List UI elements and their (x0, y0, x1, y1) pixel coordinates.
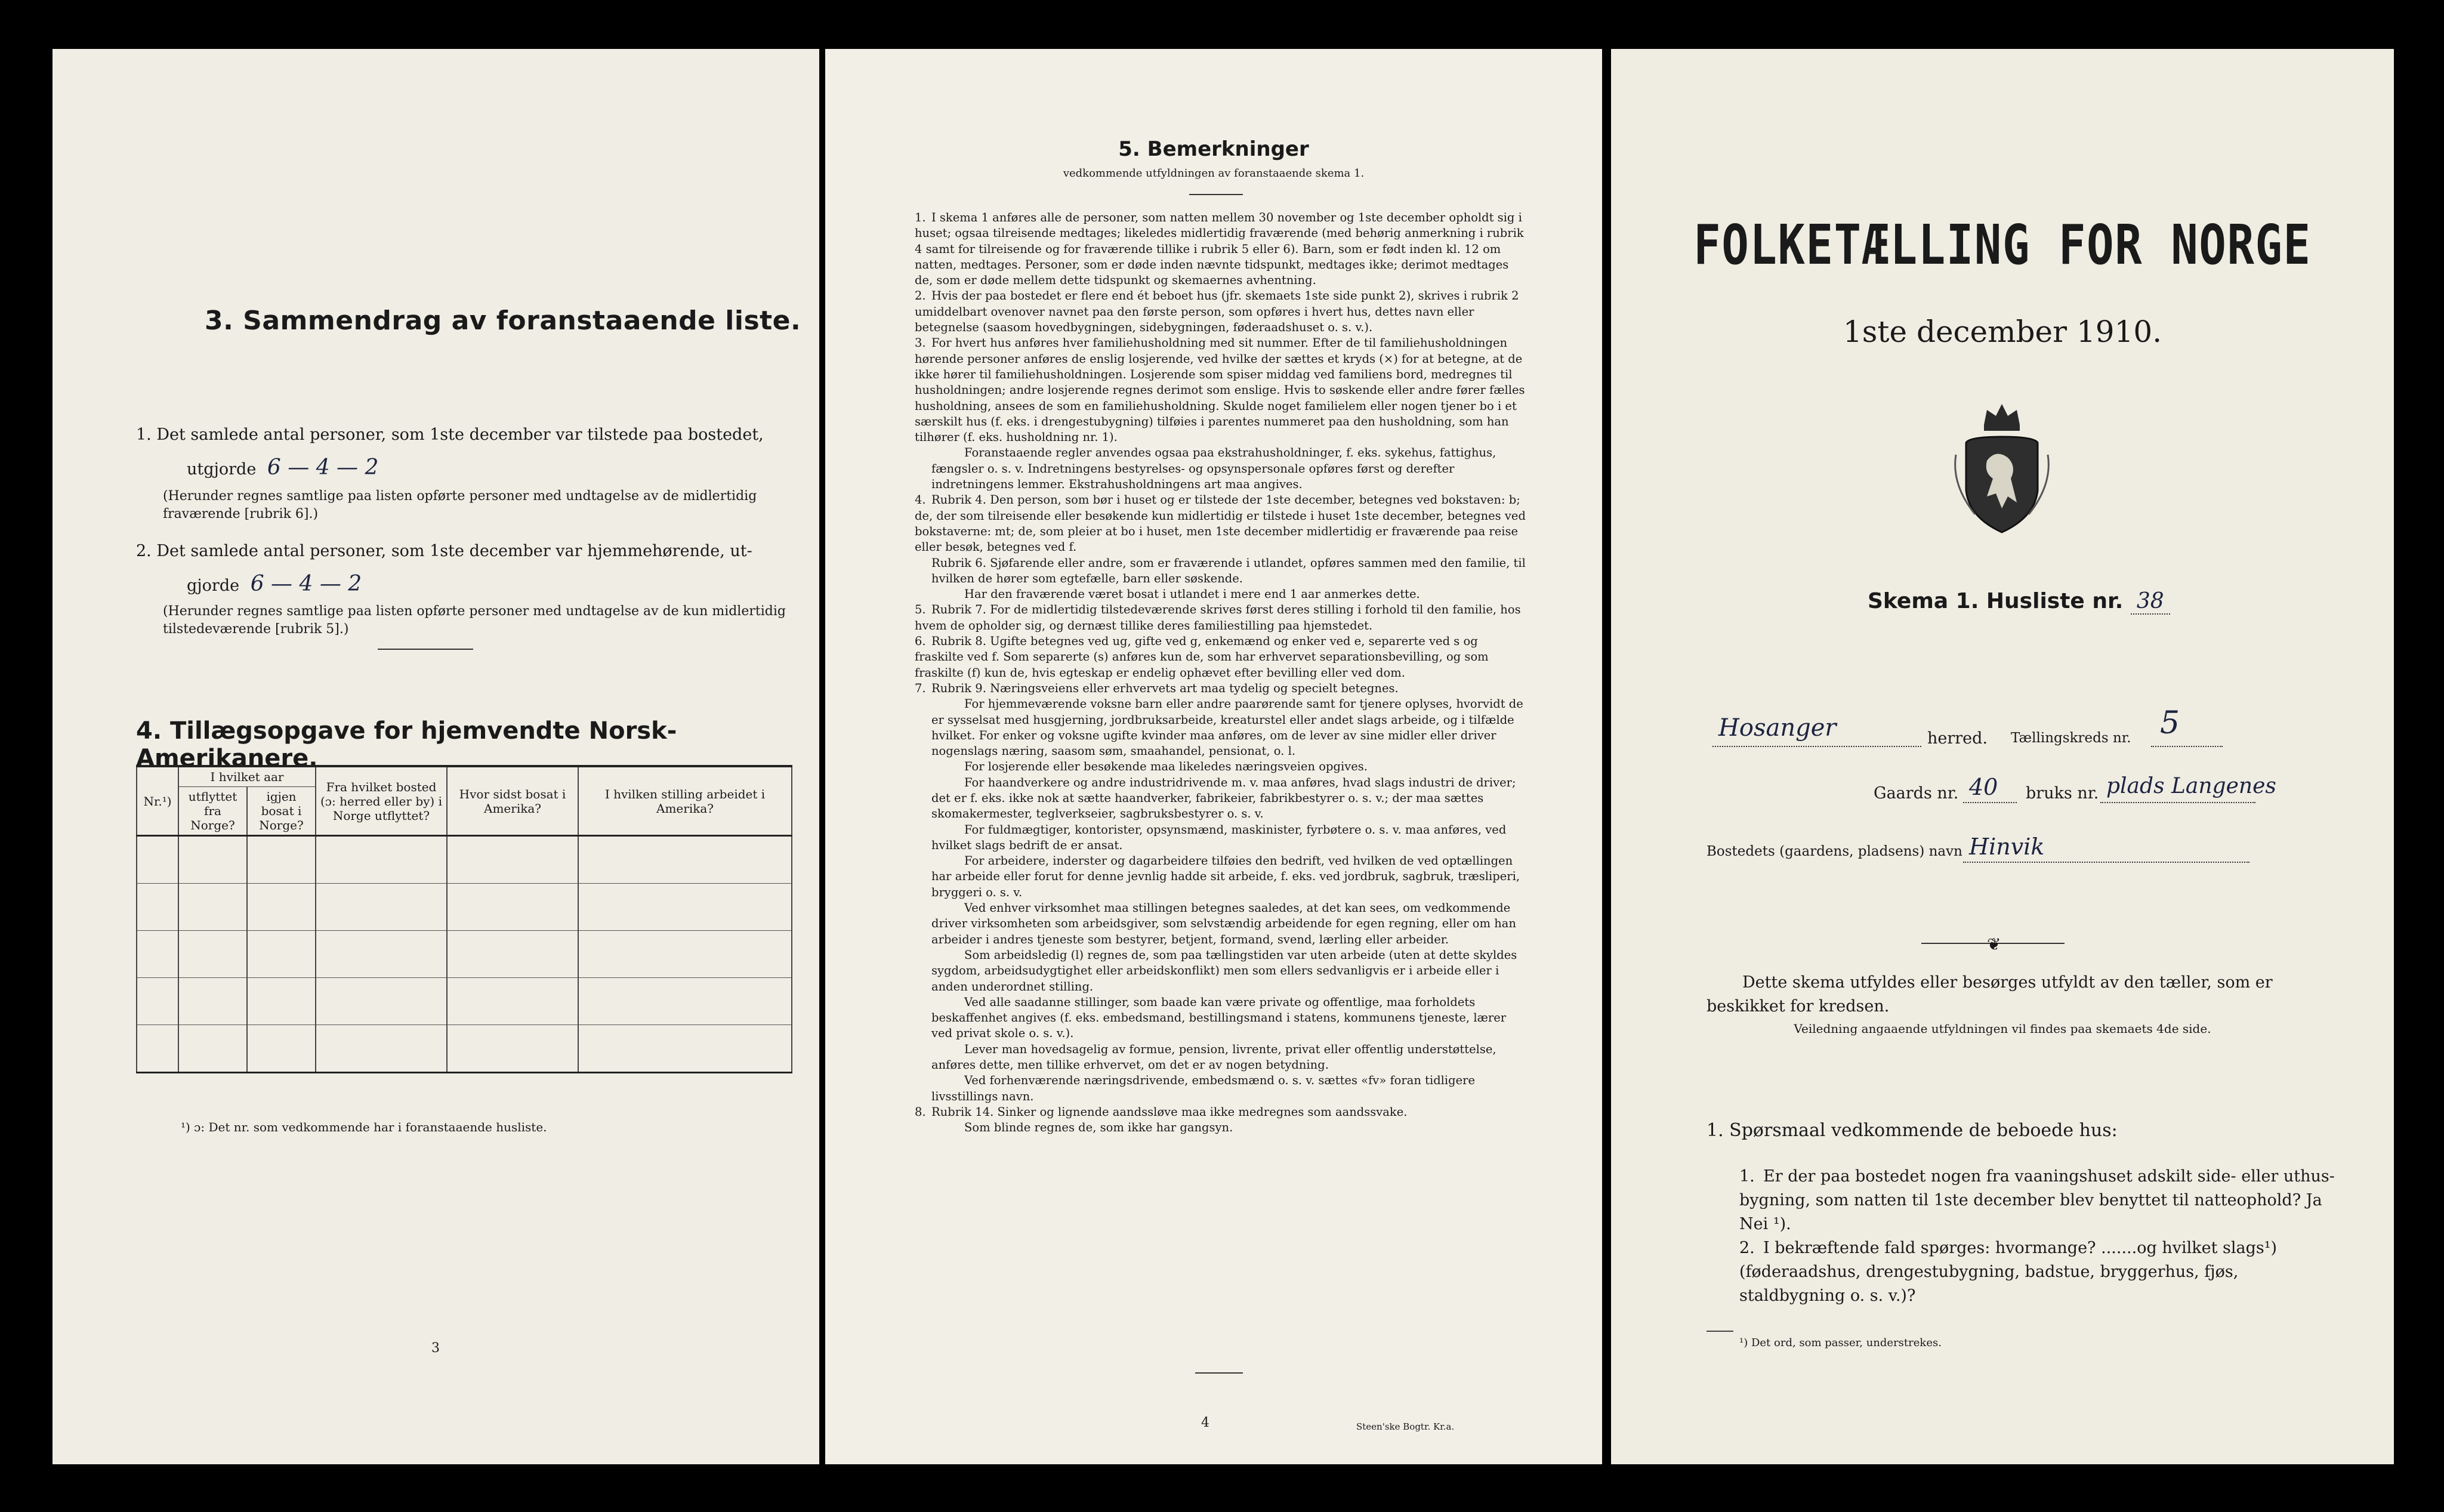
remark-4: Rubrik 4. Den person, som bør i huset og er tilstede der 1ste december, betegnes ved bokstaven: b; de, der som tilreisende eller besøkende kun midlertidig er tilstede i huset 1ste december, betegnes ved bokstaverne: mt; de, som pleier at bo i huset, men 1ste december midlertidig er fraværende paa reise eller besøk, betegnes ved f. (915, 493, 1526, 554)
section3-title: 3. Sammendrag av foranstaaende liste. (205, 306, 801, 336)
item2-text: 2. Det samlede antal personer, som 1ste december var hjemmehørende, ut- (136, 542, 752, 560)
remark-7h: Som arbeidsledig (l) regnes de, som paa tællingstiden var uten arbeide (uten at dette skyldes sygdom, arbeidsudygtighet eller arbeidskonflikt) men som ellers sedvanligvis er i arbeide eller i anden underordnet stilling. (931, 948, 1517, 993)
footnote-rule (1707, 1331, 1733, 1332)
printer-imprint: Steen'ske Bogtr. Kr.a. (1356, 1421, 1455, 1432)
census-date: 1ste december 1910. (1843, 314, 2162, 349)
remark-4c: Har den fraværende været bosat i utlandet i mere end 1 aar anmerkes dette. (964, 587, 1420, 601)
item1-utgjorde: utgjorde (187, 460, 257, 479)
remark-7j: Lever man hovedsagelig av formue, pension, livrente, privat eller offentlig understøttelse, anføres dette, men tillike erhvervet, om det er av nogen betydning. (931, 1042, 1496, 1072)
section4-title: 4. Tillægsopgave for hjemvendte Norsk-Amerikanere. (136, 717, 677, 772)
remark-6: Rubrik 8. Ugifte betegnes ved ug, gifte ved g, enkemænd og enker ved e, separerte ved s og fraskilte ved f. Som separerte (s) anføres kun de, som har erhvervet separationsbevilling, og som fraskilte (f) kun de, hvis egteskap er endelig ophævet efter bevilling eller ved dom. (915, 634, 1489, 680)
table-row[interactable] (137, 978, 792, 1025)
remark-4b: Rubrik 6. Sjøfarende eller andre, som er fraværende i utlandet, opføres sammen med den familie, til hvilken de hører som egtefælle, barn eller søskende. (931, 556, 1526, 585)
remark-3: For hvert hus anføres hver familiehusholdning med sit nummer. Efter de til familiehusholdningen hørende personer anføres de enslig losjerende, ved hvilke der sættes et kryds (×) for at betegne, at de ikke hører til familiehusholdningen. Losjerende som spiser middag ved familiens bord, medregnes til husholdningen; andre losjerende regnes derimot som enslige. Hvis to søskende eller andre fører fælles husholdning, ansees de som en familiehusholdning. Skulde noget familielem eller nogen tjener bo i et særskilt hus (f. eks. i drengestubygning) tilføies i parentes nummeret paa den husholdning, som han tilhører (f. eks. husholdning nr. 1). (915, 336, 1525, 445)
remark-1: I skema 1 anføres alle de personer, som natten mellem 30 november og 1ste december opholdt sig i huset; ogsaa tilreisende medtages; likeledes midlertidig fraværende (med behørig anmerkning i rubrik 4 samt for tilreisende og for fraværende tillike i rubrik 5 eller 6). Barn, som er født inden kl. 12 om natten, medtages. Personer, som er døde inden nævnte tidspunkt, medtages ikke; derimot medtages de, som er døde mellem dette tidspunkt og skemaernes avhentning. (915, 211, 1524, 288)
remark-7: Rubrik 9. Næringsveiens eller erhvervets art maa tydelig og specielt betegnes. (931, 681, 1399, 695)
question-header: 1. Spørsmaal vedkommende de beboede hus: (1707, 1120, 2118, 1141)
item2-note: (Herunder regnes samtlige paa listen opførte personer med undtagelse av de kun midlertidig tilstedeværende [rubrik 5].) (163, 604, 786, 637)
item1-line (187, 455, 819, 483)
herred-label: herred. (1927, 729, 1988, 748)
footnote: ¹) ɔ: Det nr. som vedkommende har i foranstaaende husliste. (181, 1120, 547, 1134)
remark-7i: Ved alle saadanne stillinger, som baade kan være private og offentlige, maa forholdets beskaffenhet angives (f. eks. embedsmand, bestillingsmand i statens, kommunens tjeneste, lærer ved privat skole o. s. v.). (931, 995, 1507, 1041)
item1-text: 1. Det samlede antal personer, som 1ste december var tilstede paa bostedet, (136, 425, 764, 444)
census-title: FOLKETÆLLING FOR NORGE (1693, 213, 2312, 277)
question-1: 1. Er der paa bostedet nogen fra vaaningshuset adskilt side- eller uthus-bygning, som natten til 1ste december blev benyttet til natteophold? Ja Nei ¹). (1739, 1167, 2335, 1233)
divider (378, 649, 473, 650)
col-stilling: I hvilken stilling arbeidet i Amerika? (578, 766, 792, 836)
col-hvor: Hvor sidst bosat i Amerika? (447, 766, 578, 836)
remarks-body: 1. I skema 1 anføres alle de personer, som natten mellem 30 november og 1ste december opholdt sig i huset; ogsaa tilreisende medtages; likeledes midlertidig fraværende (med behørig anmerkning i rubrik 4 samt for tilreisende og for fraværende tillike i rubrik 5 eller 6). Barn, som er født inden kl. 12 om natten, medtages. Personer, som er døde inden nævnte tidspunkt, medtages ikke; derimot medtages de, som er døde mellem dette tidspunkt og skemaernes avhentning. 2. Hvis der paa bostedet er flere end ét beboet hus (jfr. skemaets 1ste side punkt 2), skrives i rubrik 2 umiddelbart ovenover navnet paa den første person, som opføres i hvert hus, dettes navn eller betegnelse (saasom hovedbygningen, sidebygningen, føderaadshuset o. s. v.). 3. For hvert hus anføres hver familiehusholdning med sit nummer. Efter de til familiehusholdningen hørende personer anføres de enslig losjerende, ved hvilke der sættes et kryds (×) for at betegne, at de ikke hører til familiehusholdningen. Losjerende som spiser middag ved familiens bord, medregnes til husholdningen; andre losjerende regnes derimot som enslige. Hvis to søskende eller andre fører fælles husholdning, ansees de som en familiehusholdning. Skulde noget familielem eller nogen tjener bo i et særskilt hus (f. eks. i drengestubygning) tilføies i parentes nummeret paa den husholdning, som han tilhører (f. eks. husholdning nr. 1). Foranstaaende regler anvendes ogsaa paa ekstrahusholdninger, f. eks. sykehus, fattighus, fængsler o. s. v. Indretningens bestyrelses- og opsynspersonale opføres først og derefter indretningens lemmer. Ekstrahusholdningens art maa angives. 4. Rubrik 4. Den person, som bør i huset og er tilstede der 1ste december, betegnes ved bokstaven: b; de, der som tilreisende eller besøkende kun midlertidig er tilstede i huset 1ste december, betegnes ved bokstaverne: mt; de, som pleier at bo i huset, men 1ste december midlertidig er fraværende paa reise eller besøk, betegnes ved f. Rubrik 6. Sjøfarende eller andre, som er fraværende i utlandet, opføres sammen med den familie, til hvilken de hører som egtefælle, barn eller søskende. Har den fraværende været bosat i utlandet i mere end 1 aar anmerkes dette. 5. Rubrik 7. For de midlertidig tilstedeværende skrives først deres stilling i forhold til den familie, hos hvem de opholder sig, og dernæst tillike deres familiestilling paa hjemstedet. 6. Rubrik 8. Ugifte betegnes ved ug, gifte ved g, enkemænd og enker ved e, separerte ved s og fraskilte ved f. Som separerte (s) anføres kun de, som har erhvervet separationsbevilling, og som fraskilte (f) kun de, hvis egteskap er endelig ophævet efter bevilling eller ved dom. 7. Rubrik 9. Næringsveiens eller erhvervets art maa tydelig og specielt betegnes. For hjemmeværende voksne barn eller andre paarørende samt for tjenere oplyses, hvorvidt de er sysselsat med husgjerning, jordbruksarbeide, kreaturstel eller andet slags arbeide, og i tilfælde hvilket. For enker og voksne ugifte kvinder maa anføres, om de lever av sine midler eller driver nogenslags næring, saasom søm, smaahandel, pensionat, o. l. For losjerende eller besøkende maa likeledes næringsveien opgives. For haandverkere og andre industridrivende m. v. maa anføres, hvad slags industri de driver; det er f. eks. ikke nok at sætte haandverker, fabrikeier, fabrikbestyrer o. s. v.; der maa sættes skomakermester, teglverkseier, sagbruksbestyrer o. s. v. For fuldmægtiger, kontorister, opsynsmænd, maskinister, fyrbøtere o. s. v. maa anføres, ved hvilket slags bedrift de er ansat. For arbeidere, inderster og dagarbeidere tilføies den bedrift, ved hvilken de ved optællingen har arbeide eller forut for denne jevnlig hadde sit arbeide, f. eks. ved jordbruk, sagbruk, træsliperi, bryggeri o. s. v. Ved enhver virksomhet maa stillingen betegnes saaledes, at det kan sees, om vedkommende driver virksomheten som arbeidsgiver, som selvstændig arbeidende for egen regning, eller om han arbeider i andres tjeneste som bestyrer, betjent, formand, svend, lærling eller arbeider. Som arbeidsledig (l) regnes de, som paa tællingstiden var uten arbeide (uten at dette skyldes sygdom, arbeidsudygtighet eller arbeidskonflikt) men som ellers sedvanligvis er i arbeide eller i anden underordnet stilling. Ved alle saadanne stillinger, som baade kan være private og offentlige, maa forholdets beskaffenhet angives (f. eks. embedsmand, bestillingsmand i statens, kommunens tjeneste, lærer ved privat skole o. s. v.). Lever man hovedsagelig av formue, pension, livrente, privat eller offentlig understøttelse, anføres dette, men tillike erhvervet, om det er av nogen betydning. Ved forhenværende næringsdrivende, embedsmænd o. s. v. sættes «fv» foran tidligere livsstillings navn. 8. Rubrik 14. Sinker og lignende aandssløve maa ikke medregnes som aandssvake. Som blinde regnes de, som ikke har gangsyn. (915, 210, 1529, 1136)
remark-5: Rubrik 7. For de midlertidig tilstedeværende skrives først deres stilling i forhold til den familie, hos hvem de opholder sig, og dernæst tillike deres familiestilling paa hjemstedet. (915, 603, 1521, 632)
table-row[interactable] (137, 884, 792, 931)
husliste-nr[interactable]: 38 (2131, 589, 2170, 615)
gaards-label: Gaards nr. (1874, 784, 1959, 803)
divider (1189, 194, 1243, 195)
remarks-subtitle: vedkommende utfyldningen av foranstaaende skema 1. (1063, 167, 1365, 180)
item1-note: (Herunder regnes samtlige paa listen opførte personer med undtagelse av de midlertidig fraværende [rubrik 6].) (163, 489, 757, 522)
col-group: I hvilket aar (178, 766, 316, 787)
remark-7k: Ved forhenværende næringsdrivende, embedsmænd o. s. v. sættes «fv» foran tidligere livsstillings navn. (931, 1073, 1476, 1103)
col-igjen: igjen bosat i Norge? (247, 787, 316, 836)
table-row[interactable] (137, 931, 792, 978)
page-left (53, 49, 819, 1464)
item1-value[interactable]: 6 — 4 — 2 (267, 455, 379, 480)
remark-7c: For losjerende eller besøkende maa likeledes næringsveien opgives. (964, 760, 1368, 774)
remark-8: Rubrik 14. Sinker og lignende aandssløve maa ikke medregnes som aandssvake. (931, 1104, 1408, 1119)
col-nr: Nr.¹) (137, 766, 178, 836)
page-middle (825, 49, 1602, 1464)
intro-note: Veiledning angaaende utfyldningen vil findes paa skemaets 4de side. (1794, 1022, 2211, 1036)
coat-of-arms-icon (1951, 389, 2053, 544)
item2-value[interactable]: 6 — 4 — 2 (250, 572, 362, 596)
herred-field[interactable]: Hosanger (1718, 714, 1837, 742)
question-2: 2. I bekræftende fald spørges: hvormange? .......og hvilket slags¹) (føderaadshus, drengestubygning, badstue, bryggerhus, fjøs, staldbygning o. s. v.)? (1739, 1239, 2278, 1305)
remark-8b: Som blinde regnes de, som ikke har gangsyn. (964, 1121, 1233, 1135)
remark-2: Hvis der paa bostedet er flere end ét beboet hus (jfr. skemaets 1ste side punkt 2), skrives i rubrik 2 umiddelbart ovenover navnet paa den første person, som opføres i hvert hus, dettes navn eller betegnelse (saasom hovedbygningen, sidebygningen, føderaadshuset o. s. v.). (915, 289, 1519, 335)
col-fra: Fra hvilket bosted (ɔ: herred eller by) i Norge utflyttet? (316, 766, 447, 836)
gaards-field[interactable]: 40 (1969, 774, 1998, 800)
intro-text: Dette skema utfyldes eller besørges utfyldt av den tæller, som er beskikket for kredsen. (1707, 973, 2273, 1016)
remark-7g: Ved enhver virksomhet maa stillingen betegnes saaledes, at det kan sees, om vedkommende driver virksomheten som arbeidsgiver, som selvstændig arbeidende for egen regning, eller om han arbeider i andres tjeneste som bestyrer, betjent, formand, svend, lærling eller arbeider. (931, 901, 1516, 946)
skema-label: Skema 1. Husliste nr. 38 (1868, 589, 2170, 613)
remark-7e: For fuldmægtiger, kontorister, opsynsmænd, maskinister, fyrbøtere o. s. v. maa anføres, ved hvilket slags bedrift de er ansat. (931, 822, 1507, 852)
page-number: 4 (1201, 1415, 1209, 1430)
ornament-icon: ❦ (1987, 934, 2001, 954)
norsk-amerikanere-table (136, 765, 792, 1073)
remark-3b: Foranstaaende regler anvendes ogsaa paa ekstrahusholdninger, f. eks. sykehus, fattighus, fængsler o. s. v. Indretningens bestyrelses- og opsynspersonale opføres først og derefter indretningens lemmer. Ekstrahusholdningens art maa angives. (931, 446, 1496, 492)
remark-7d: For haandverkere og andre industridrivende m. v. maa anføres, hvad slags industri de driver; det er f. eks. ikke nok at sætte haandverker, fabrikeier, fabrikbestyrer o. s. v.; der maa sættes skomakermester, teglverkseier, sagbruksbestyrer o. s. v. (931, 775, 1516, 821)
bruks-label: bruks nr. (2026, 784, 2099, 803)
kreds-label: Tællingskreds nr. (2011, 730, 2131, 746)
remark-7b: For hjemmeværende voksne barn eller andre paarørende samt for tjenere oplyses, hvorvidt de er sysselsat med husgjerning, jordbruksarbeide, kreaturstel eller andet slags arbeide, og i tilfælde hvilket. For enker og voksne ugifte kvinder maa anføres, om de lever av sine midler eller driver nogenslags næring, saasom søm, smaahandel, pensionat, o. l. (931, 697, 1523, 758)
page-right (1611, 49, 2394, 1464)
item2-line (187, 571, 819, 599)
page-number: 3 (431, 1341, 440, 1356)
remark-7f: For arbeidere, inderster og dagarbeidere tilføies den bedrift, ved hvilken de ved optællingen har arbeide eller forut for denne jevnlig hadde sit arbeide, f. eks. ved jordbruk, sagbruk, træsliperi, bryggeri o. s. v. (931, 854, 1520, 899)
bosted-label: Bostedets (gaardens, pladsens) navn (1707, 844, 1962, 859)
footnote: ¹) Det ord, som passer, understrekes. (1739, 1337, 1942, 1349)
col-utflyttet: utflyttet fra Norge? (178, 787, 247, 836)
item2-utgjorde: gjorde (187, 576, 240, 595)
divider (1195, 1372, 1243, 1374)
bosted-field[interactable]: Hinvik (1969, 834, 2045, 860)
bruks-field[interactable]: plads Langenes (2106, 774, 2276, 798)
table-row[interactable] (137, 1025, 792, 1073)
remarks-title: 5. Bemerkninger (1118, 137, 1309, 161)
kreds-field[interactable]: 5 (2160, 705, 2180, 741)
table-row[interactable] (137, 836, 792, 884)
